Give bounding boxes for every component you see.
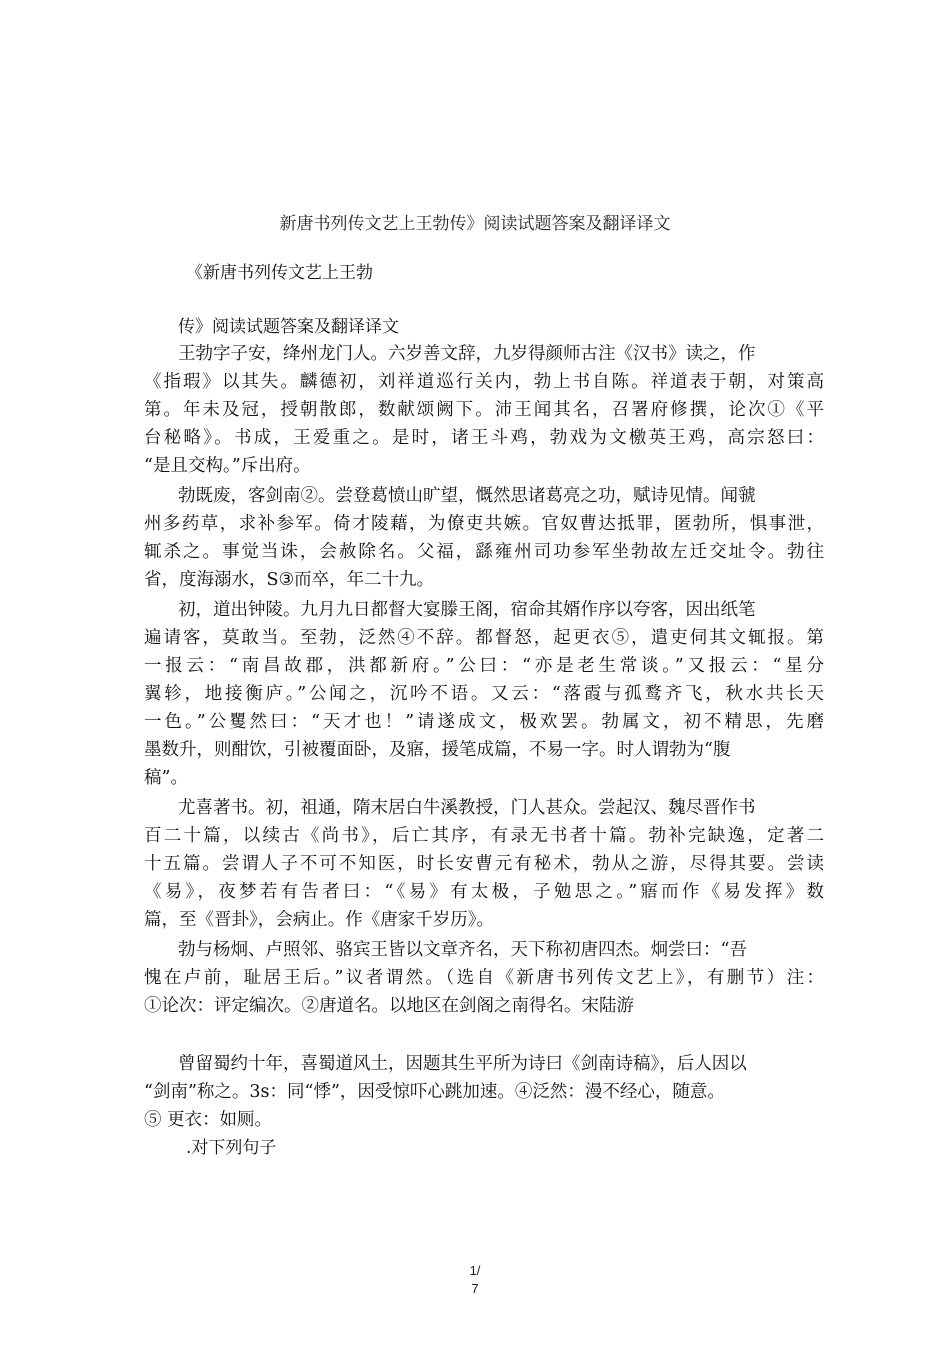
body-line: 勃与杨炯、卢照邻、骆宾王皆以文章齐名，天下称初唐四杰。炯尝曰：“吾 [178, 940, 747, 960]
page-number-top: 1/ [469, 1263, 481, 1278]
body-line: 墨数升，则酣饮，引被覆面卧，及寤，援笔成篇，不易一字。时人谓勃为“腹 [144, 740, 731, 760]
body-line: “是且交构。”斥出府。 [144, 456, 311, 476]
body-line: 愧在卢前，耻居王后。”议者谓然。（选自《新唐书列传文艺上》，有删节）注： [144, 968, 824, 988]
body-line: .对下列句子 [186, 1138, 277, 1158]
body-line: 一色。”公矍然曰：“天才也！”请遂成文，极欢罢。勃属文，初不精思，先磨 [144, 712, 824, 732]
body-line: ①论次：评定编次。②唐道名。以地区在剑阁之南得名。宋陆游 [144, 996, 634, 1016]
body-line: 篇，至《晋卦》，会病止。作《唐家千岁历》。 [144, 910, 494, 930]
body-line: 辄杀之。事觉当诛，会赦除名。父福，繇雍州司功参军坐勃故左迁交址令。勃往 [144, 542, 824, 562]
body-line: 稿”。 [144, 768, 188, 788]
body-line: ⑤ 更衣：如厕。 [144, 1110, 273, 1130]
heading-line-2: 传》阅读试题答案及翻译译文 [178, 317, 399, 337]
body-line: 遍请客，莫敢当。至勃，泛然④不辞。都督怒，起更衣⑤，遣吏伺其文辄报。第 [144, 628, 824, 648]
body-line: 翼轸，地接衡庐。”公闻之，沉吟不语。又云：“落霞与孤鹜齐飞，秋水共长天 [144, 684, 824, 704]
body-line: 曾留蜀约十年，喜蜀道风土，因题其生平所为诗曰《剑南诗稿》，后人因以 [178, 1054, 747, 1074]
body-line: 王勃字子安，绛州龙门人。六岁善文辞，九岁得颜师古注《汉书》读之，作 [178, 344, 756, 364]
body-line: 第。年未及冠，授朝散郎，数献颂阙下。沛王闻其名，召署府修撰，论次①《平 [144, 400, 824, 420]
heading-line-1: 《新唐书列传文艺上王勃 [186, 263, 373, 283]
body-line: 十五篇。尝谓人子不可不知医，时长安曹元有秘术，勃从之游，尽得其要。尝读 [144, 854, 824, 874]
body-line: 初，道出钟陵。九月九日都督大宴滕王阁，宿命其婿作序以夸客，因出纸笔 [178, 600, 756, 620]
body-line: 尤喜著书。初，祖通，隋末居白牛溪教授，门人甚众。尝起汉、魏尽晋作书 [178, 798, 756, 818]
body-line: 《指瑕》以其失。麟德初，刘祥道巡行关内，勃上书自陈。祥道表于朝，对策高 [144, 372, 824, 392]
body-line: 州多药草，求补参军。倚才陵藉，为僚吏共嫉。官奴曹达抵罪，匿勃所，惧事泄， [144, 514, 824, 534]
page-number-bottom: 7 [471, 1281, 479, 1296]
body-line: 百二十篇，以续古《尚书》，后亡其序，有录无书者十篇。勃补完缺逸，定著二 [144, 826, 824, 846]
body-line: “剑南”称之。3s：同“悸”，因受惊吓心跳加速。④泛然：漫不经心，随意。 [144, 1082, 725, 1102]
body-line: 勃既废，客剑南②。尝登葛愤山旷望，慨然思诸葛亮之功，赋诗见情。闻虢 [178, 486, 756, 506]
body-line: 台秘略》。书成，王爱重之。是时，诸王斗鸡，勃戏为文檄英王鸡，高宗怒曰： [144, 428, 824, 448]
body-line: 《易》，夜梦若有告者曰：“《易》有太极，子勉思之。”寤而作《易发挥》数 [144, 882, 824, 902]
body-line: 省，度海溺水，S③而卒，年二十九。 [144, 570, 435, 590]
document-title: 新唐书列传文艺上王勃传》阅读试题答案及翻译译文 [279, 214, 671, 234]
body-line: 一报云：“南昌故郡，洪都新府。”公曰：“亦是老生常谈。”又报云：“星分 [144, 656, 824, 676]
